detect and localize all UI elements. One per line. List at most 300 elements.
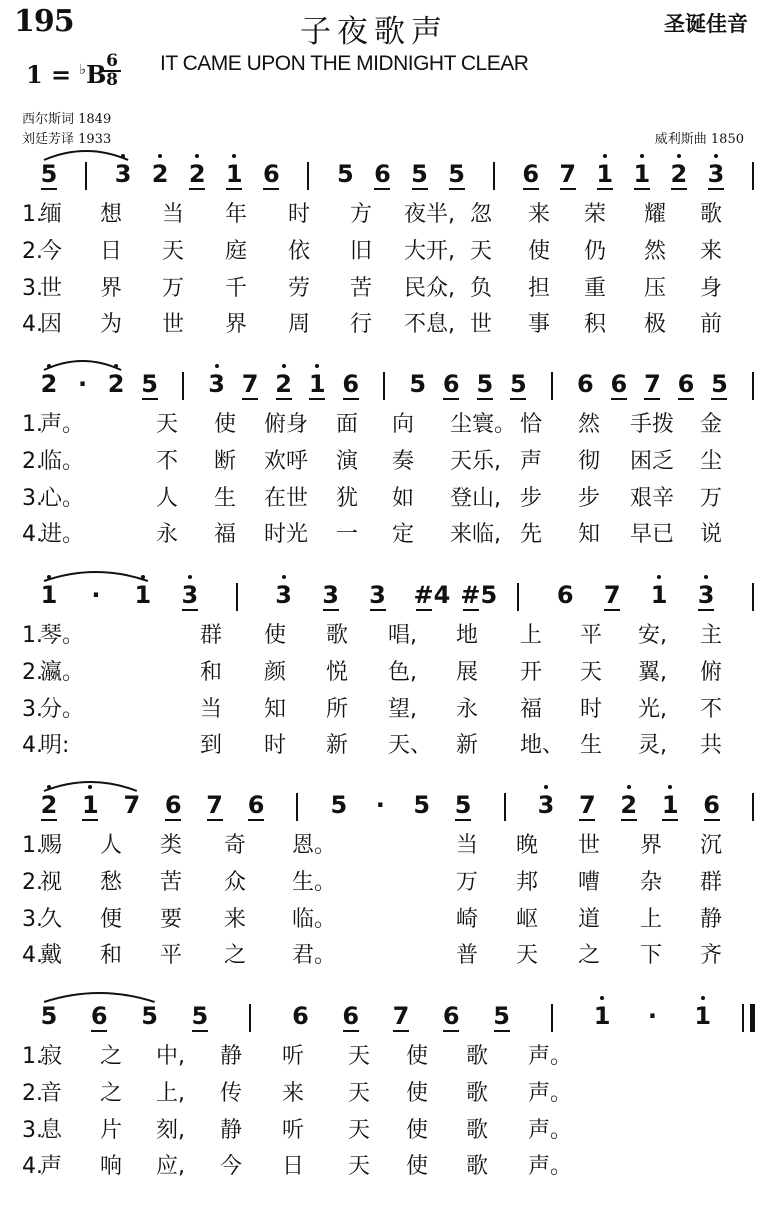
note: 5 [413,791,431,819]
lyric-syllable: 依 [288,239,311,264]
lyric-syllable: 因 [40,312,63,337]
note: 2 [273,372,295,396]
lyric-syllable: 身 [700,276,723,301]
note: #5 [460,581,498,609]
lyric-syllable: 歌 [466,1118,489,1143]
note: 5 [141,1002,158,1030]
lyric-syllable: 定 [392,522,415,547]
note: 7 [123,791,141,819]
note: 1 [659,793,681,817]
lyric-syllable: 崎 [456,907,479,932]
note: 5 [454,791,472,819]
lyric-syllable: 断 [214,449,237,474]
lyric-syllable: 使 [264,623,287,648]
note: 3 [369,581,386,609]
lyric-syllable: 苦 [160,870,183,895]
lyric-syllable: 万 [456,870,479,895]
lyric-syllable: 万 [700,486,723,511]
slur [0,986,770,1016]
note: 2 [668,162,690,186]
slur [0,565,770,595]
lyric-syllable: 当 [200,697,223,722]
note: 3 [535,793,557,817]
note: 1 [38,583,60,607]
lyric-syllable: 展 [456,660,479,685]
score-system-4 [0,793,770,993]
lyric-syllable: 生 [214,486,237,511]
lyric-syllable: 人 [100,833,123,858]
lyric-syllable: 刻, [156,1118,185,1143]
slur [0,775,770,805]
lyric-syllable: 先 [520,522,543,547]
note: 3 [695,583,717,607]
hymn-title: 子夜歌声 [300,14,448,50]
score-system-3 [0,583,770,783]
note: 5 [141,370,158,398]
lyric-syllable: 年 [225,202,248,227]
note: 5 [40,1002,58,1030]
lyric-syllable: 之 [578,943,601,968]
note: 3 [179,583,201,607]
lyric-syllable: 担 [528,276,551,301]
lyric-syllable: 为 [100,312,123,337]
lyric-syllable: 世 [470,312,493,337]
lyric-syllable: 大开, [404,239,455,264]
note: 6 [342,1002,360,1030]
lyric-syllable: 彻 [578,449,601,474]
lyric-syllable: 琴。 [40,623,85,648]
lyric-syllable: 缅 [40,202,63,227]
lyric-syllable: 行 [350,312,373,337]
lyric-syllable: 光, [638,697,667,722]
lyric-syllable: 上 [520,623,543,648]
note: 6 [577,370,594,398]
slur [0,144,770,174]
note: 5 [330,791,348,819]
lyric-syllable: 和 [100,943,123,968]
lyric-syllable: 然 [578,412,601,437]
note: 6 [374,160,391,188]
note: 6 [610,370,628,398]
lyric-syllable: 日 [282,1154,305,1179]
lyric-syllable: 齐 [700,943,723,968]
lyric-syllable: 众 [224,870,247,895]
verse-number: 3. [22,1118,43,1143]
lyric-syllable: 步 [520,486,543,511]
lyric-syllable: 早已 [630,522,675,547]
lyric-syllable: 使 [406,1118,429,1143]
verse-number: 4. [22,733,43,758]
note: 2 [618,793,640,817]
lyric-syllable: 杂 [640,870,663,895]
note: 6 [247,791,265,819]
lyric-syllable: 恰 [520,412,543,437]
lyric-syllable: 俯身 [264,412,309,437]
lyric-syllable: 上 [640,907,663,932]
verse-number: 1. [22,833,43,858]
lyric-syllable: 步 [578,486,601,511]
lyric-syllable: 群 [700,870,723,895]
lyric-syllable: 音 [40,1081,63,1106]
lyric-syllable: 中, [156,1044,185,1069]
note: 6 [556,581,574,609]
lyric-syllable: 周 [288,312,311,337]
lyric-syllable: 听 [282,1118,305,1143]
lyric-syllable: 时 [580,697,603,722]
note: 6 [90,1002,108,1030]
note: 5 [493,1002,510,1030]
note: 5 [711,370,728,398]
note: 3 [112,162,134,186]
verse-number: 2. [22,239,43,264]
note: 7 [241,370,259,398]
lyric-syllable: 沉 [700,833,723,858]
lyric-syllable: 进。 [40,522,85,547]
lyric-syllable: 夜半, [404,202,455,227]
lyric-syllable: 极 [644,312,667,337]
note: 5 [409,370,427,398]
time-signature: 6 8 [103,54,121,88]
lyric-syllable: 道 [578,907,601,932]
lyric-syllable: 临。 [292,907,337,932]
note: 3 [322,581,339,609]
lyric-syllable: 天 [348,1081,371,1106]
note: 6 [442,1002,460,1030]
lyric-syllable: 时 [264,733,287,758]
lyric-syllable: 之 [100,1044,123,1069]
note: 2 [105,372,127,396]
lyric-syllable: 向 [392,412,415,437]
lyric-syllable: 望, [388,697,417,722]
note: 3 [206,372,228,396]
lyric-syllable: 恩。 [292,833,337,858]
augmentation-dot: · [375,791,385,819]
lyric-syllable: 万 [162,276,185,301]
lyric-syllable: 奇 [224,833,247,858]
verse-number: 2. [22,449,43,474]
lyric-syllable: 岖 [516,907,539,932]
lyric-syllable: 世 [578,833,601,858]
lyric-syllable: 不息, [404,312,455,337]
lyric-syllable: 晚 [516,833,539,858]
note: 3 [273,583,295,607]
lyric-syllable: 前 [700,312,723,337]
lyric-syllable: 困乏 [630,449,675,474]
lyric-syllable: 久 [40,907,63,932]
lyric-syllable: 手拨 [630,412,675,437]
lyric-syllable: 灵, [638,733,667,758]
lyric-syllable: 声 [40,1154,63,1179]
note: 5 [40,160,58,188]
lyric-syllable: 福 [520,697,543,722]
lyric-syllable: 片 [100,1118,123,1143]
verse-number: 4. [22,312,43,337]
lyric-syllable: 使 [406,1081,429,1106]
lyric-syllable: 千 [225,276,248,301]
lyric-syllable: 界 [100,276,123,301]
lyric-syllable: 使 [528,239,551,264]
lyric-syllable: 欢呼 [264,449,309,474]
lyric-syllable: 来 [528,202,551,227]
note: 1 [306,372,328,396]
lyric-syllable: 艰辛 [630,486,675,511]
lyric-syllable: 赐 [40,833,63,858]
lyric-syllable: 负 [470,276,493,301]
composer-credit: 威利斯曲 1850 [654,132,744,147]
hymn-category: 圣诞佳音 [664,12,748,36]
lyric-syllable: 明: [40,733,70,758]
lyric-syllable: 唱, [388,623,417,648]
lyric-syllable: 方 [350,202,373,227]
lyric-syllable: 视 [40,870,63,895]
lyric-syllable: 息 [40,1118,63,1143]
lyric-syllable: 今 [220,1154,243,1179]
note: 6 [262,160,280,188]
verse-number: 1. [22,1044,43,1069]
lyric-syllable: 愁 [100,870,123,895]
note: 5 [411,160,428,188]
lyric-syllable: 使 [406,1044,429,1069]
lyric-syllable: 天 [516,943,539,968]
note: 1 [591,1004,613,1028]
lyric-syllable: 不 [700,697,723,722]
lyric-syllable: 积 [584,312,607,337]
lyric-syllable: 应, [156,1154,185,1179]
augmentation-dot: · [647,1002,657,1030]
lyric-syllable: 歌 [700,202,723,227]
lyric-syllable: 永 [456,697,479,722]
lyric-syllable: 静 [220,1044,243,1069]
note: 7 [206,791,223,819]
lyric-syllable: 民众, [404,276,455,301]
lyric-syllable: 临。 [40,449,85,474]
lyric-syllable: 旧 [350,239,373,264]
lyric-syllable: 类 [160,833,183,858]
lyric-syllable: 听 [282,1044,305,1069]
lyric-syllable: 声。 [40,412,85,437]
lyric-syllable: 要 [160,907,183,932]
note: 2 [38,793,60,817]
lyric-syllable: 说 [700,522,723,547]
lyric-syllable: 知 [264,697,287,722]
verse-number: 2. [22,660,43,685]
lyric-syllable: 所 [326,697,349,722]
lyric-syllable: 地 [456,623,479,648]
lyric-syllable: 来 [224,907,247,932]
lyric-syllable: 天 [470,239,493,264]
lyric-syllable: 天 [580,660,603,685]
note: 5 [337,160,354,188]
note: 7 [603,581,621,609]
lyric-syllable: 世 [40,276,63,301]
lyric-syllable: 来临, [450,522,501,547]
lyric-syllable: 分。 [40,697,85,722]
note: 5 [448,160,465,188]
lyric-syllable: 庭 [225,239,248,264]
lyric-syllable: 君。 [292,943,337,968]
lyric-syllable: 寂 [40,1044,63,1069]
lyric-syllable: 声。 [528,1044,573,1069]
lyric-syllable: 颜 [264,660,287,685]
lyric-syllable: 传 [220,1081,243,1106]
verse-number: 3. [22,276,43,301]
lyric-syllable: 知 [578,522,601,547]
lyric-syllable: 今 [40,239,63,264]
lyric-syllable: 荣 [584,202,607,227]
lyric-syllable: 忽 [470,202,493,227]
lyric-syllable: 翼, [638,660,667,685]
lyricist-credit: 西尔斯词 1849 [22,112,112,127]
lyric-syllable: 普 [456,943,479,968]
lyric-syllable: 生 [580,733,603,758]
lyric-syllable: 和 [200,660,223,685]
lyric-syllable: 界 [225,312,248,337]
lyric-syllable: 一 [336,522,359,547]
lyric-syllable: 歌 [466,1044,489,1069]
lyric-syllable: 戴 [40,943,63,968]
note: 1 [648,583,670,607]
note: 2 [149,162,171,186]
lyric-syllable: 歌 [466,1154,489,1179]
lyric-syllable: 不 [156,449,179,474]
lyric-syllable: 苦 [350,276,373,301]
lyric-syllable: 声。 [528,1154,573,1179]
lyric-syllable: 静 [700,907,723,932]
lyric-syllable: 天、 [388,733,433,758]
note: 1 [594,162,616,186]
note: 1 [692,1004,714,1028]
lyric-syllable: 重 [584,276,607,301]
lyric-syllable: 悦 [326,660,349,685]
lyric-syllable: 奏 [392,449,415,474]
english-title: IT CAME UPON THE MIDNIGHT CLEAR [160,52,529,75]
lyric-syllable: 事 [528,312,551,337]
lyric-syllable: 色, [388,660,417,685]
lyric-syllable: 平 [580,623,603,648]
lyric-syllable: 生。 [292,870,337,895]
lyric-syllable: 地、 [520,733,565,758]
lyric-syllable: 心。 [40,486,85,511]
lyric-syllable: 共 [700,733,723,758]
verse-number: 3. [22,486,43,511]
note: 6 [442,370,460,398]
lyric-syllable: 当 [456,833,479,858]
lyric-syllable: 便 [100,907,123,932]
lyric-syllable: 主 [700,623,723,648]
score-system-5 [0,1004,770,1204]
lyric-syllable: 歌 [466,1081,489,1106]
augmentation-dot: · [77,370,88,398]
note: #4 [413,581,451,609]
lyric-syllable: 当 [162,202,185,227]
lyric-syllable: 声 [520,449,543,474]
note: 5 [191,1002,209,1030]
lyric-syllable: 仍 [584,239,607,264]
lyric-syllable: 天 [162,239,185,264]
lyric-syllable: 世 [162,312,185,337]
note: 7 [644,370,661,398]
lyric-syllable: 天 [348,1118,371,1143]
note: 6 [292,1002,309,1030]
lyric-syllable: 金 [700,412,723,437]
note: 6 [342,370,360,398]
verse-number: 4. [22,1154,43,1179]
lyric-syllable: 上, [156,1081,185,1106]
lyric-syllable: 永 [156,522,179,547]
verse-number: 3. [22,697,43,722]
note: 2 [38,372,60,396]
lyric-syllable: 尘寰。 [450,412,517,437]
lyric-syllable: 到 [200,733,223,758]
lyric-syllable: 在世 [264,486,309,511]
lyric-syllable: 开 [520,660,543,685]
lyric-syllable: 如 [392,486,415,511]
lyric-syllable: 天 [348,1154,371,1179]
lyric-syllable: 人 [156,486,179,511]
lyric-syllable: 使 [406,1154,429,1179]
lyric-syllable: 时 [288,202,311,227]
note: 7 [559,160,577,188]
verse-number: 1. [22,623,43,648]
note: 7 [392,1002,410,1030]
lyric-syllable: 面 [336,412,359,437]
verse-number: 2. [22,870,43,895]
lyric-syllable: 登山, [450,486,501,511]
lyric-syllable: 劳 [288,276,311,301]
lyric-syllable: 声。 [528,1081,573,1106]
lyric-syllable: 响 [100,1154,123,1179]
verse-number: 4. [22,943,43,968]
note: 2 [186,162,208,186]
lyric-syllable: 压 [644,276,667,301]
lyric-syllable: 天 [156,412,179,437]
lyric-syllable: 俯 [700,660,723,685]
slur [0,354,770,384]
note: 6 [677,370,695,398]
lyric-syllable: 界 [640,833,663,858]
lyric-syllable: 新 [326,733,349,758]
lyric-syllable: 安, [638,623,667,648]
lyric-syllable: 下 [640,943,663,968]
lyric-syllable: 来 [282,1081,305,1106]
lyric-syllable: 新 [456,733,479,758]
verse-number: 1. [22,202,43,227]
lyric-syllable: 福 [214,522,237,547]
lyric-syllable: 然 [644,239,667,264]
lyric-syllable: 之 [224,943,247,968]
lyric-syllable: 演 [336,449,359,474]
lyric-syllable: 时光 [264,522,309,547]
note: 1 [631,162,653,186]
note: 1 [223,162,245,186]
verse-number: 4. [22,522,43,547]
verse-number: 3. [22,907,43,932]
note: 3 [705,162,727,186]
key-signature: 1 = ♭B [26,60,107,89]
score-system-2 [0,372,770,572]
verse-number: 2. [22,1081,43,1106]
note: 6 [703,791,720,819]
lyric-syllable: 邦 [516,870,539,895]
note: 6 [522,160,540,188]
lyric-syllable: 声。 [528,1118,573,1143]
lyric-syllable: 歌 [326,623,349,648]
lyric-syllable: 来 [700,239,723,264]
hymn-number: 195 [14,4,74,39]
lyric-syllable: 犹 [336,486,359,511]
note: 7 [578,791,596,819]
lyric-syllable: 尘 [700,449,723,474]
